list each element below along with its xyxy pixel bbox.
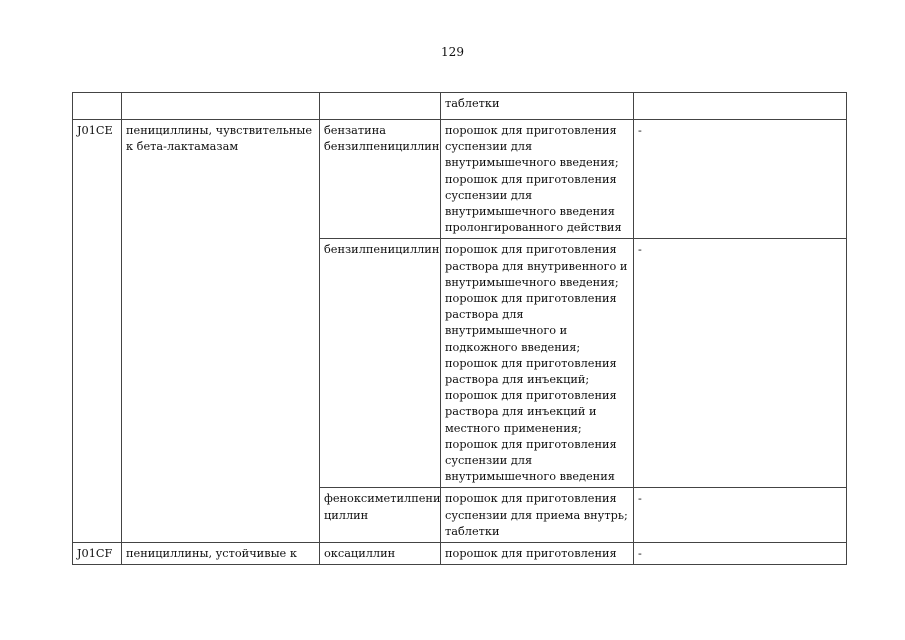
text-line: суспензии для bbox=[445, 454, 533, 468]
page-number: 129 bbox=[441, 45, 464, 59]
drug-cell bbox=[320, 120, 441, 239]
atc-code-cell: J01CF bbox=[73, 543, 122, 565]
dosage-forms-cell bbox=[441, 543, 634, 565]
text-line: раствора для инъекций и bbox=[445, 405, 597, 419]
text-line: суспензии для bbox=[445, 188, 533, 202]
text-line: внутримышечного и bbox=[445, 324, 568, 338]
text-line: пенициллины, устойчивые к bbox=[126, 547, 297, 561]
note-cell: - bbox=[634, 488, 847, 543]
note-cell bbox=[634, 93, 847, 120]
text-line: порошок для приготовления bbox=[445, 437, 617, 451]
text-line: оксациллин bbox=[324, 547, 396, 561]
text-line: раствора для bbox=[445, 308, 524, 322]
note-cell: - bbox=[634, 239, 847, 488]
text-line: порошок для приготовления bbox=[445, 356, 617, 370]
text-line: порошок для приготовления bbox=[445, 389, 617, 403]
text-line: порошок для приготовления bbox=[445, 172, 617, 186]
atc-code-cell bbox=[73, 93, 122, 120]
dosage-forms-cell bbox=[441, 120, 634, 239]
text-line: пенициллины, чувствительные bbox=[126, 124, 313, 137]
text-line: суспензии для приема внутрь; bbox=[445, 508, 628, 522]
text-line: к бета-лактамазам bbox=[126, 140, 239, 154]
text-line: суспензии для bbox=[445, 140, 533, 154]
drug-cell bbox=[320, 93, 441, 120]
atc-code-cell: J01CE bbox=[73, 120, 122, 543]
text-line: феноксиметилпени bbox=[324, 492, 441, 506]
text-line: пролонгированного действия bbox=[445, 221, 622, 235]
table-row bbox=[73, 543, 847, 565]
note-cell: - bbox=[634, 543, 847, 565]
text-line: внутримышечного введения bbox=[445, 205, 615, 219]
dosage-forms-cell bbox=[441, 93, 634, 120]
text-line: бензатина bbox=[324, 124, 386, 137]
text-line: раствора для инъекций; bbox=[445, 373, 590, 387]
text-line: внутримышечного введения; bbox=[445, 275, 619, 289]
note-cell: - bbox=[634, 120, 847, 239]
text-line: таблетки bbox=[445, 97, 500, 110]
dosage-forms-cell bbox=[441, 488, 634, 543]
text-line: подкожного введения; bbox=[445, 340, 581, 354]
text-line: внутримышечного введения; bbox=[445, 156, 619, 170]
table-row bbox=[73, 93, 847, 120]
table-row bbox=[73, 120, 847, 239]
text-line: порошок для приготовления bbox=[445, 243, 617, 257]
drug-table bbox=[72, 92, 847, 565]
text-line: таблетки bbox=[445, 524, 500, 538]
text-line: бензилпенициллин bbox=[324, 243, 440, 257]
group-cell bbox=[122, 120, 320, 543]
dosage-forms-cell bbox=[441, 239, 634, 488]
drug-cell bbox=[320, 543, 441, 565]
text-line: порошок для приготовления bbox=[445, 547, 617, 561]
text-line: порошок для приготовления bbox=[445, 492, 617, 506]
text-line: порошок для приготовления bbox=[445, 292, 617, 306]
drug-cell bbox=[320, 239, 441, 488]
text-line: раствора для внутривенного и bbox=[445, 259, 628, 273]
group-cell bbox=[122, 93, 320, 120]
text-line: местного применения; bbox=[445, 421, 582, 435]
group-cell bbox=[122, 543, 320, 565]
drug-cell bbox=[320, 488, 441, 543]
text-line: внутримышечного введения bbox=[445, 470, 615, 484]
text-line: порошок для приготовления bbox=[445, 124, 617, 137]
text-line: циллин bbox=[324, 508, 369, 522]
text-line: бензилпенициллин bbox=[324, 140, 440, 154]
